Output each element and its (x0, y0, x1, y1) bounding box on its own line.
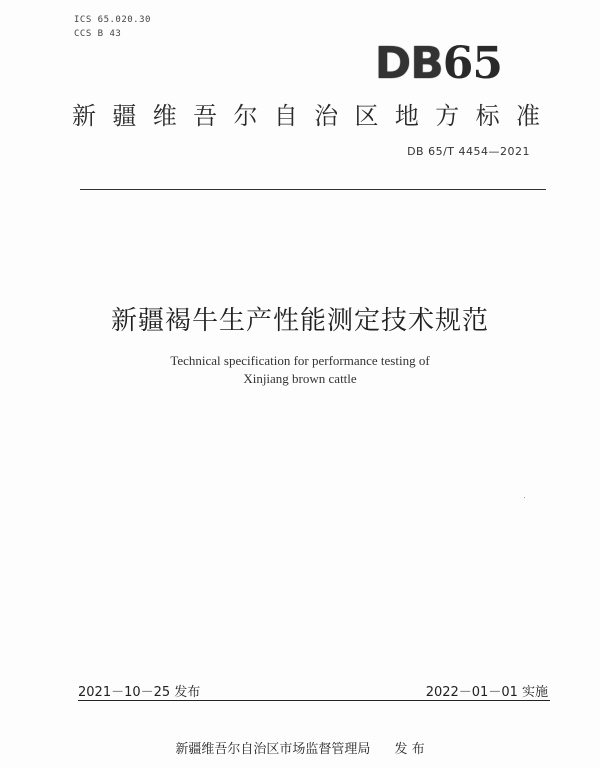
top-divider (80, 189, 546, 190)
region-char: 地 (394, 102, 419, 130)
classification-codes (74, 13, 151, 41)
region-char: 吾 (193, 102, 218, 130)
standard-number: DB 65/T 4454—2021 (407, 145, 530, 158)
scan-speck (524, 497, 525, 498)
publisher-name: 新疆维吾尔自治区市场监督管理局 (175, 742, 371, 757)
issue-date: 2021－10－25 发布 (78, 685, 201, 700)
bottom-divider (78, 700, 550, 701)
region-char: 疆 (112, 102, 137, 130)
ccs-code: CCS B 43 (74, 29, 122, 39)
region-char: 准 (515, 102, 540, 130)
region-char: 标 (475, 102, 500, 130)
effective-date: 2022－01－01 实施 (425, 685, 548, 700)
date-row (78, 681, 548, 700)
english-title-line: Xinjiang brown cattle (243, 371, 357, 386)
region-standard-title (72, 96, 540, 131)
publish-word: 发 布 (394, 742, 425, 757)
region-char: 治 (314, 102, 339, 130)
english-title (0, 352, 600, 388)
region-char: 方 (435, 102, 460, 130)
ics-code: ICS 65.020.30 (74, 15, 151, 25)
db-logo-number: 65 (442, 38, 502, 89)
english-title-line: Technical specification for performance testing of (170, 353, 430, 368)
db-logo (375, 38, 502, 89)
publisher-line (0, 738, 600, 757)
region-char: 尔 (233, 102, 258, 130)
region-char: 区 (354, 102, 379, 130)
db-logo-letters: DB (374, 38, 443, 89)
region-char: 维 (152, 102, 177, 130)
region-char: 新 (72, 102, 96, 130)
chinese-title: 新疆褐牛生产性能测定技术规范 (110, 306, 489, 336)
region-char: 自 (273, 102, 298, 130)
